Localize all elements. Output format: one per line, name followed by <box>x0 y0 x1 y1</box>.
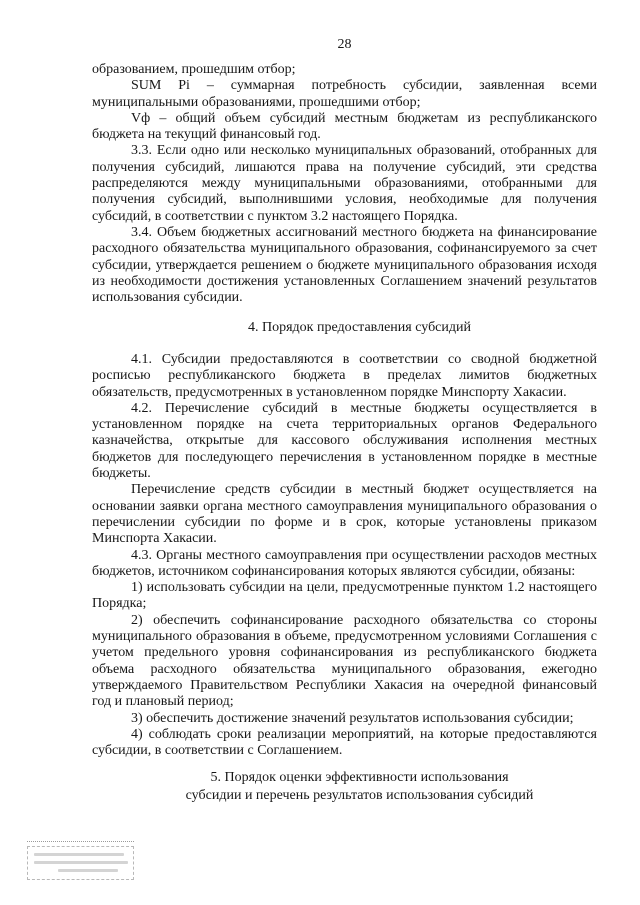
text-line: субсидий, в соответствии с пунктом 3.2 настоящего Порядка. <box>92 208 458 224</box>
text-line: муниципальными образованиями, прошедшими отбор; <box>92 94 421 110</box>
text-line: субсидии, утверждается решением о бюджете муниципального образования исходя <box>92 257 597 273</box>
paragraph-3-3 <box>92 143 597 224</box>
text-line: 4.1. Субсидии предоставляются в соответствии со сводной бюджетной <box>131 352 597 367</box>
text-line: основании заявки органа местного самоуправления муниципального образования о <box>92 498 597 514</box>
section-4-heading <box>122 320 597 336</box>
text-line: бюджета на текущий финансовый год. <box>92 127 321 143</box>
page-number: 28 <box>337 37 352 52</box>
text-line: 3.3. Если одно или несколько муниципальных образований, отобранных для <box>131 143 597 159</box>
text-line: установленном порядке на счета территориальных органов Федерального <box>92 417 597 433</box>
text-line: росписью республиканского бюджета в пределах лимитов бюджетных <box>92 368 597 384</box>
stamp-mark <box>58 869 118 872</box>
text-line: получения субсидий, выполнившими условия, необходимые для получения <box>92 192 597 208</box>
text-line: учетом предельного уровня софинансирования из республиканского бюджета <box>92 645 597 661</box>
text-line: казначейства, открытые для кассового обслуживания исполнения местных <box>92 433 597 449</box>
text-line: объема расходного обязательства муниципального образования, ежегодно <box>92 661 597 677</box>
text-line: Порядка; <box>92 596 147 612</box>
text-line: муниципального образования в объеме, предусмотренном условиями Соглашения с <box>92 629 597 645</box>
text-line: использования субсидии. <box>92 290 243 306</box>
section-4-body <box>92 352 597 759</box>
paragraph-sum-pi-definition <box>92 78 597 111</box>
paragraph-4-1 <box>92 352 597 401</box>
registration-stamp <box>27 846 134 880</box>
heading-line: 4. Порядок предоставления субсидий <box>247 320 471 335</box>
text-line: обязательств, предусмотренных в установленном порядке Минспорту Хакасии. <box>92 384 567 400</box>
text-line: 3.4. Объем бюджетных ассигнований местного бюджета на финансирование <box>131 224 597 240</box>
stamp-divider <box>27 841 134 842</box>
text-line: бюджетов для последующего перечисления в установленном порядке в местные <box>92 449 597 465</box>
text-line: расходного обязательства муниципального образования, софинансируемого за счет <box>92 241 597 257</box>
heading-line: субсидии и перечень результатов использования субсидий <box>185 788 534 803</box>
text-line: год и плановый период; <box>92 694 234 710</box>
paragraph-transfer <box>92 482 597 547</box>
paragraph-4-3 <box>92 548 597 581</box>
section-3-body <box>92 62 597 306</box>
list-item-2 <box>92 613 597 711</box>
text-line: 2) обеспечить софинансирование расходного обязательства со стороны <box>131 612 597 628</box>
text-line: утверждаемого Правительством Республики Хакасия на очередной финансовый <box>92 677 597 693</box>
text-line: перечислении субсидии по форме и в срок, которые установлены приказом <box>92 514 597 530</box>
text-line: распределяются между муниципальными образованиями, отобранными для <box>92 176 597 192</box>
stamp-mark <box>34 861 128 864</box>
paragraph-continuation <box>92 62 597 78</box>
text-line: Перечисление средств субсидии в местный бюджет осуществляется на <box>131 482 597 498</box>
stamp-mark <box>34 853 124 856</box>
list-item-3 <box>92 711 597 727</box>
heading-line: 5. Порядок оценки эффективности использования <box>210 770 509 785</box>
text-line: SUM Pi – суммарная потребность субсидии, заявленная всеми <box>131 78 597 94</box>
text-line: 3) обеспечить достижение значений результатов использования субсидии; <box>131 710 574 726</box>
paragraph-4-2 <box>92 401 597 482</box>
list-item-4 <box>92 727 597 760</box>
text-line: Минспорта Хакасии. <box>92 531 217 547</box>
text-line: 4.3. Органы местного самоуправления при осуществлении расходов местных <box>131 547 597 563</box>
text-line: Vф – общий объем субсидий местным бюджетам из республиканского <box>131 110 597 126</box>
text-line: 1) использовать субсидии на цели, предусмотренные пунктом 1.2 настоящего <box>131 580 597 596</box>
paragraph-vf-definition <box>92 111 597 144</box>
text-line: бюджеты. <box>92 466 151 482</box>
text-line: 4) соблюдать сроки реализации мероприятий, на которые предоставляются <box>131 726 597 742</box>
paragraph-3-4 <box>92 225 597 306</box>
section-5-heading <box>122 769 597 805</box>
text-line: бюджетов, источником софинансирования которых являются субсидии, обязаны: <box>92 563 576 579</box>
text-line: из необходимости достижения установленных Соглашением значений результатов <box>92 273 597 289</box>
list-item-1 <box>92 580 597 613</box>
text-line: образованием, прошедшим отбор; <box>92 62 296 77</box>
text-line: 4.2. Перечисление субсидий в местные бюджеты осуществляется в <box>131 400 597 416</box>
text-line: субсидии, в соответствии с Соглашением. <box>92 743 343 759</box>
text-line: получения субсидий, лишаются права на получение субсидий, эти средства <box>92 159 597 175</box>
